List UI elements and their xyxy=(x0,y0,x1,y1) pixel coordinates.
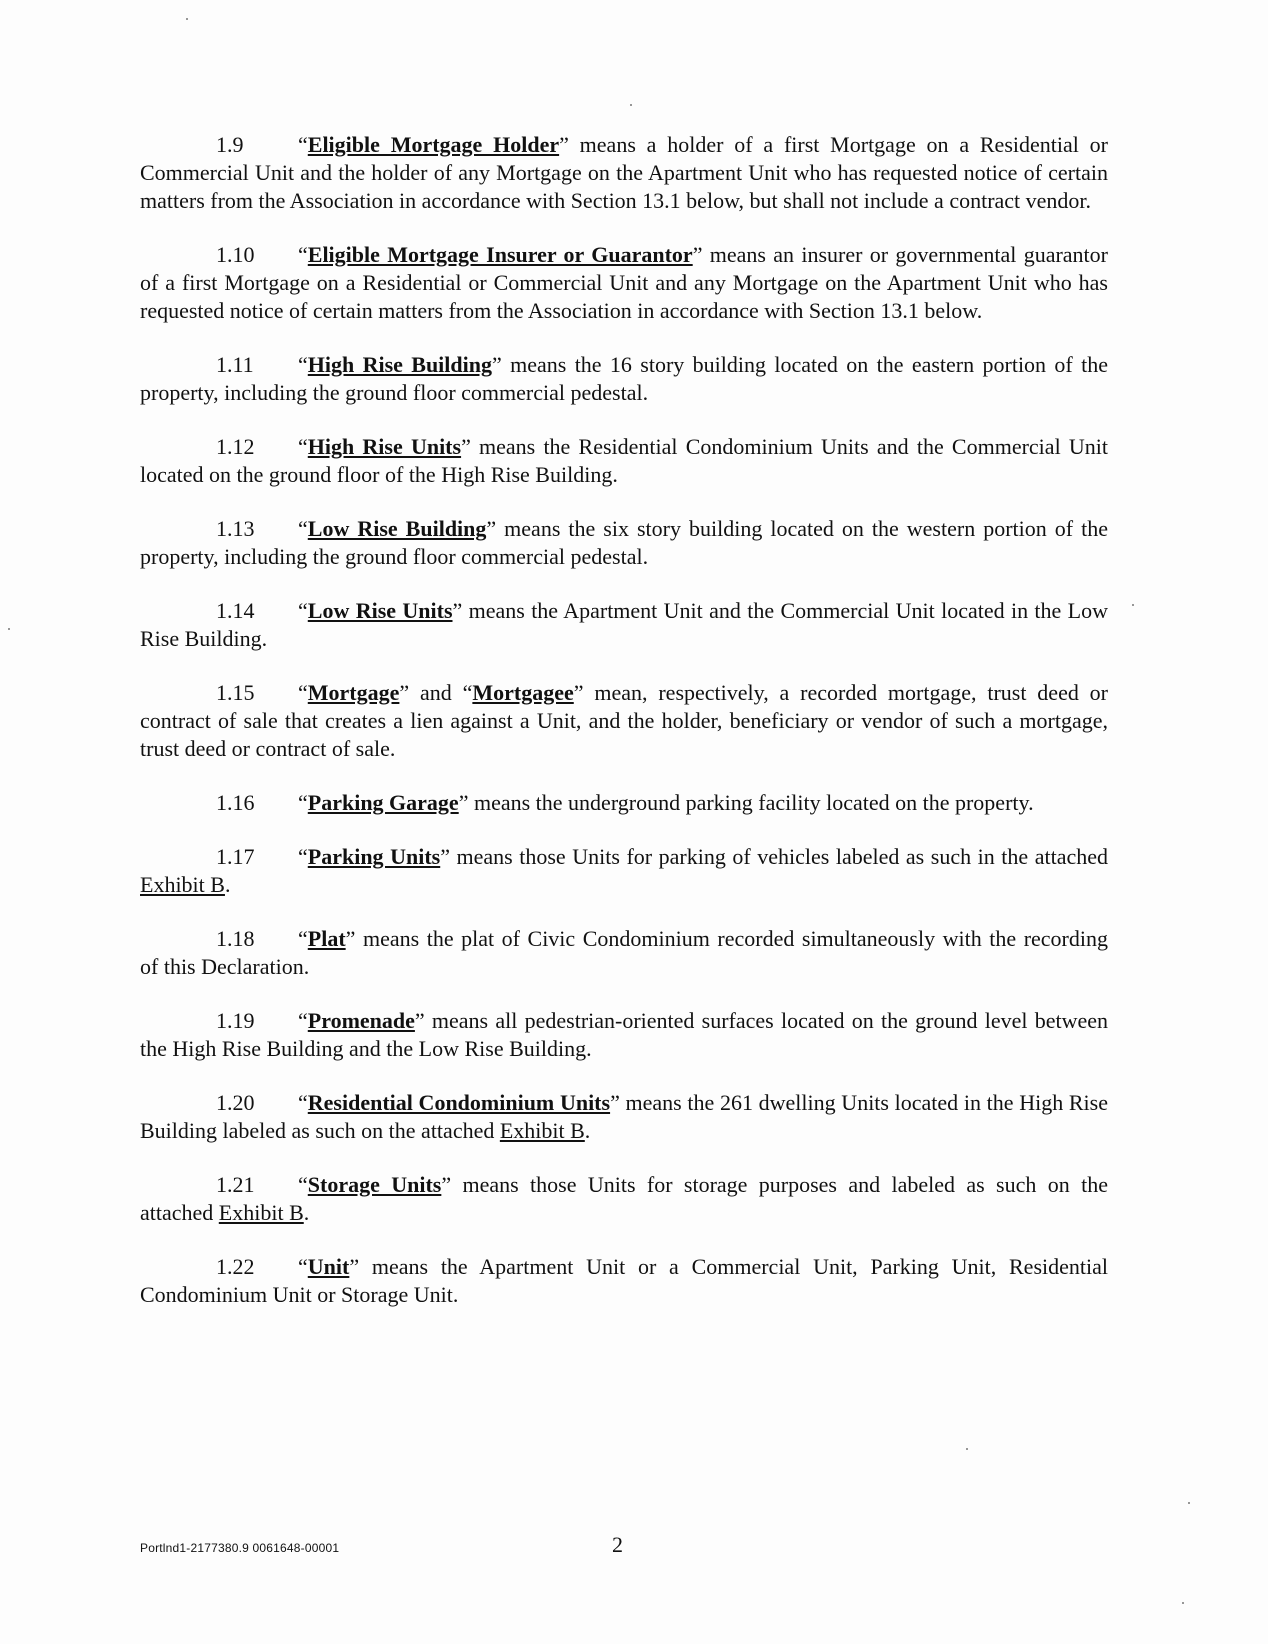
definition-1-12: 1.12 “High Rise Units” means the Residential Condominium Units and the Commercial Unit located on the ground floor of the High Rise Building. xyxy=(140,434,1108,487)
connector-text: and “ xyxy=(409,680,473,705)
section-number: 1.20 xyxy=(216,1090,255,1115)
definition-text: means the 261 dwelling Units located in the High Rise Building labeled as such on the attached xyxy=(140,1090,1108,1143)
exhibit-reference: Exhibit B xyxy=(218,1200,304,1225)
definition-text: means the 16 story building located on the eastern portion of the property, including the ground floor commercial pedestal. xyxy=(140,352,1108,405)
section-number: 1.21 xyxy=(216,1172,255,1197)
definition-text: mean, respectively, a recorded mortgage, trust deed or contract of sale that creates a lien against a Unit, and the holder, beneficiary or vendor of such a mortgage, trust deed or contract of sale. xyxy=(140,680,1108,761)
section-number: 1.12 xyxy=(216,434,255,459)
section-number: 1.19 xyxy=(216,1008,255,1033)
defined-term: High Rise Units xyxy=(307,434,462,459)
defined-term: Parking Garage xyxy=(307,790,459,815)
section-number: 1.10 xyxy=(216,242,255,267)
exhibit-reference: Exhibit B xyxy=(499,1118,585,1143)
scan-speck xyxy=(1182,1602,1184,1604)
definition-1-21: 1.21 “Storage Units” means those Units for storage purposes and labeled as such on the attached Exhibit B. xyxy=(140,1172,1108,1225)
definition-text: means a holder of a first Mortgage on a Residential or Commercial Unit and the holder of any Mortgage on the Apartment Unit who has requested notice of certain matters from the Association in accordance with Section 13.1 below, but shall not include a contract vendor. xyxy=(140,132,1108,213)
defined-term: Low Rise Units xyxy=(307,598,453,623)
definition-text: means all pedestrian-oriented surfaces located on the ground level between the High Rise Building and the Low Rise Building. xyxy=(140,1008,1108,1061)
definition-1-15: 1.15 “Mortgage” and “Mortgagee” mean, respectively, a recorded mortgage, trust deed or contract of sale that creates a lien against a Unit, and the holder, beneficiary or vendor of such a mortgage, trust deed or contract of sale. xyxy=(140,680,1108,761)
definition-1-22: 1.22 “Unit” means the Apartment Unit or a Commercial Unit, Parking Unit, Residential Condominium Unit or Storage Unit. xyxy=(140,1254,1108,1307)
definition-text: means those Units for parking of vehicles labeled as such in the attached xyxy=(449,844,1108,869)
section-number: 1.11 xyxy=(216,352,254,377)
definition-1-11: 1.11 “High Rise Building” means the 16 story building located on the eastern portion of the property, including the ground floor commercial pedestal. xyxy=(140,352,1108,405)
scan-speck xyxy=(1132,604,1134,606)
section-number: 1.17 xyxy=(216,844,255,869)
definition-text: means the Apartment Unit and the Commercial Unit located in the Low Rise Building. xyxy=(140,598,1108,651)
section-number: 1.15 xyxy=(216,680,255,705)
definition-text: means an insurer or governmental guarantor of a first Mortgage on a Residential or Commercial Unit and any Mortgage on the Apartment Unit who has requested notice of certain matters from the Association in accordance with Section 13.1 below. xyxy=(140,242,1108,323)
defined-term: Promenade xyxy=(307,1008,415,1033)
definition-text: means the Apartment Unit or a Commercial Unit, Parking Unit, Residential Condominium Unit or Storage Unit. xyxy=(140,1254,1108,1307)
definition-text: means the plat of Civic Condominium recorded simultaneously with the recording of this Declaration. xyxy=(140,926,1108,979)
definition-1-19: 1.19 “Promenade” means all pedestrian-oriented surfaces located on the ground level between the High Rise Building and the Low Rise Building. xyxy=(140,1008,1108,1061)
defined-term: Parking Units xyxy=(307,844,441,869)
definition-1-17: 1.17 “Parking Units” means those Units for parking of vehicles labeled as such in the attached Exhibit B. xyxy=(140,844,1108,897)
page-number: 2 xyxy=(612,1532,623,1557)
defined-term: Plat xyxy=(307,926,346,951)
definition-text: means those Units for storage purposes and labeled as such on the attached xyxy=(140,1172,1108,1225)
defined-term: Eligible Mortgage Holder xyxy=(307,132,560,157)
definition-tail: . xyxy=(303,1200,310,1225)
defined-term: Eligible Mortgage Insurer or Guarantor xyxy=(307,242,693,267)
defined-term: Storage Units xyxy=(307,1172,442,1197)
defined-term-2: Mortgagee xyxy=(472,680,574,705)
scan-speck xyxy=(8,628,10,630)
defined-term: Residential Condominium Units xyxy=(307,1090,611,1115)
scan-speck xyxy=(630,104,632,106)
scan-speck xyxy=(966,1448,968,1450)
section-number: 1.14 xyxy=(216,598,255,623)
exhibit-reference: Exhibit B xyxy=(140,872,225,897)
scan-speck xyxy=(186,18,188,20)
definition-1-9: 1.9 “Eligible Mortgage Holder” means a holder of a first Mortgage on a Residential or Commercial Unit and the holder of any Mortgage on the Apartment Unit who has requested notice of certain matters from the Association in accordance with Section 13.1 below, but shall not include a contract vendor. xyxy=(140,132,1108,213)
section-number: 1.22 xyxy=(216,1254,255,1279)
definition-1-16: 1.16 “Parking Garage” means the underground parking facility located on the property. xyxy=(216,790,1034,815)
definition-tail: . xyxy=(584,1118,591,1143)
defined-term: Unit xyxy=(307,1254,350,1279)
definition-1-13: 1.13 “Low Rise Building” means the six story building located on the western portion of the property, including the ground floor commercial pedestal. xyxy=(140,516,1108,569)
definition-text: means the Residential Condominium Units and the Commercial Unit located on the ground floor of the High Rise Building. xyxy=(140,434,1108,487)
defined-term: Mortgage xyxy=(307,680,400,705)
document-id: Portlnd1-2177380.9 0061648-00001 xyxy=(140,1541,340,1555)
section-number: 1.16 xyxy=(216,790,255,815)
definitions-list xyxy=(140,131,1108,1335)
definition-tail: . xyxy=(224,872,231,897)
section-number: 1.9 xyxy=(216,132,244,157)
definition-1-10: 1.10 “Eligible Mortgage Insurer or Guarantor” means an insurer or governmental guarantor of a first Mortgage on a Residential or Commercial Unit and any Mortgage on the Apartment Unit who has requested notice of certain matters from the Association in accordance with Section 13.1 below. xyxy=(140,242,1108,323)
definition-text: means the six story building located on the western portion of the property, including the ground floor commercial pedestal. xyxy=(140,516,1108,569)
scan-speck xyxy=(1188,1502,1190,1504)
defined-term: High Rise Building xyxy=(307,352,492,377)
section-number: 1.18 xyxy=(216,926,255,951)
definition-1-18: 1.18 “Plat” means the plat of Civic Condominium recorded simultaneously with the recording of this Declaration. xyxy=(140,926,1108,979)
definition-text: means the underground parking facility located on the property. xyxy=(468,790,1034,815)
definition-1-20: 1.20 “Residential Condominium Units” means the 261 dwelling Units located in the High Rise Building labeled as such on the attached Exhibit B. xyxy=(140,1090,1108,1143)
defined-term: Low Rise Building xyxy=(307,516,487,541)
section-number: 1.13 xyxy=(216,516,255,541)
definition-1-14: 1.14 “Low Rise Units” means the Apartment Unit and the Commercial Unit located in the Low Rise Building. xyxy=(140,598,1108,651)
